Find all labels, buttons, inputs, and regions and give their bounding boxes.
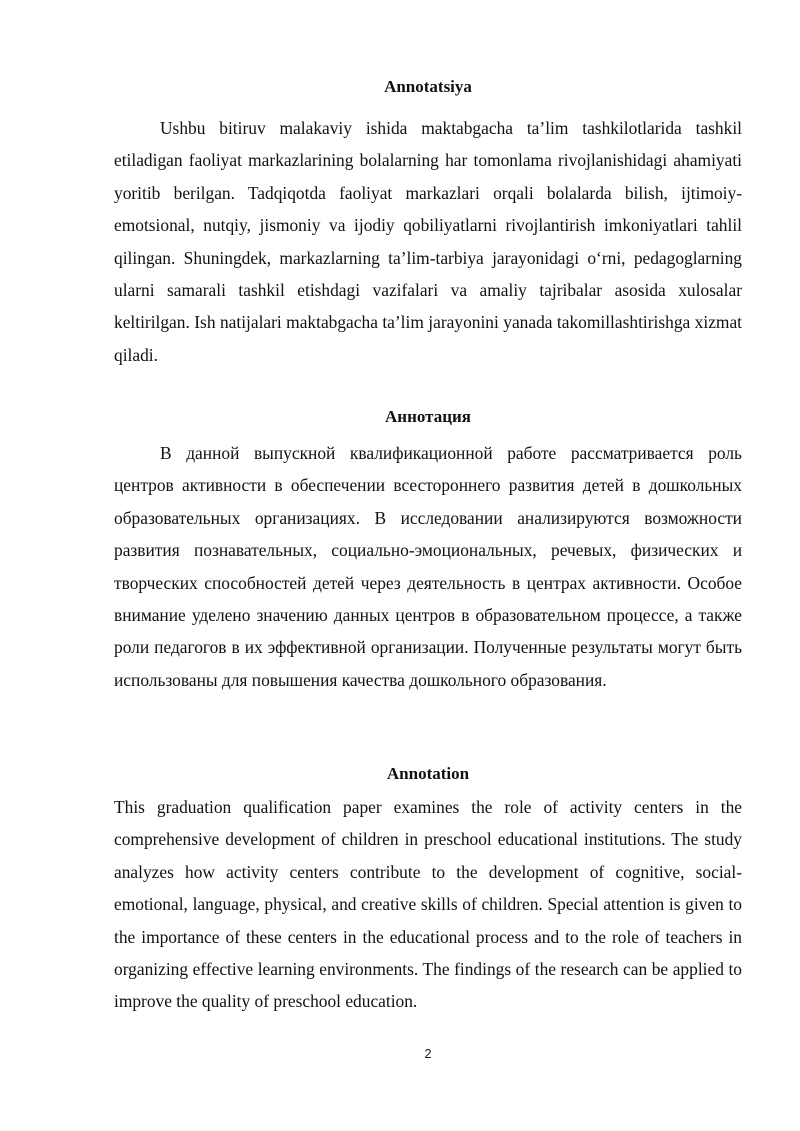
paragraph-english: This graduation qualification paper examines the role of activity centers in the comprehensive development of children in preschool educational institutions. The study analyzes how activity centers contribute to the development of cognitive, social-emotional, language, physical, and creative skills of children. Special attention is given to the importance of these centers in the educational process and to the role of teachers in organizing effective learning environments. The findings of the research can be applied to improve the quality of preschool education. [114,797,742,1012]
heading-uzbek: Annotatsiya [384,77,472,96]
annotation-english [114,763,742,1018]
heading-russian: Аннотация [385,407,471,426]
paragraph-russian: В данной выпускной квалификационной работе рассматривается роль центров активности в обеспечении всестороннего развития детей в дошкольных образовательных организациях. В исследовании анализируются возможности развития познавательных, социально-эмоциональных, речевых, физических и творческих способностей детей через деятельность в центрах активности. Особое внимание уделено значению данных центров в образовательном процессе, а также роли педагогов в их эффективной организации. Полученные результаты могут быть использованы для повышения качества дошкольного образования. [114,443,742,690]
annotation-uzbek [114,76,742,371]
heading-english: Annotation [386,764,470,783]
page-number: 2 [424,1046,432,1061]
annotation-russian [114,406,742,696]
paragraph-uzbek: Ushbu bitiruv malakaviy ishida maktabgacha ta’lim tashkilotlarida tashkil etiladigan faoliyat markazlarining bolalarning har tomonlama rivojlanishidagi ahamiyati yoritib berilgan. Tadqiqotda faoliyat markazlari orqali bolalarda bilish, ijtimoiy-emotsional, nutqiy, jismoniy va ijodiy qobiliyatlarni rivojlantirish imkoniyatlari tahlil qilingan. Shuningdek, markazlarning ta’lim-tarbiya jarayonidagi o‘rni, pedagoglarning ularni samarali tashkil etishdagi vazifalari va amaliy tajribalar asosida xulosalar keltirilgan. Ish natijalari maktabgacha ta’lim jarayonini yanada takomillashtirishga xizmat qiladi. [114,118,742,365]
